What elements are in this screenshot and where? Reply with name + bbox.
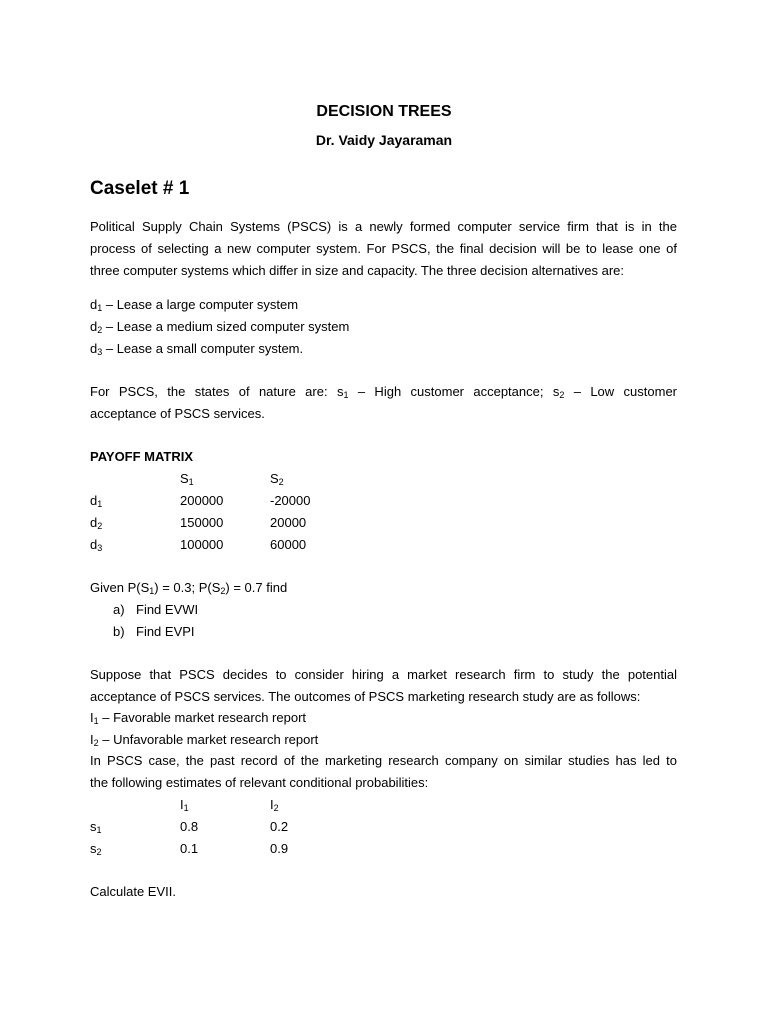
author-name: Dr. Vaidy Jayaraman — [315, 132, 453, 148]
alternative-d3: $d_3$ – Lease a small computer system. — [90, 341, 304, 357]
intro-line-1: Political Supply Chain Systems (PSCS) is a newly formed computer service firm that is in the — [90, 219, 677, 234]
payoff-heading: PAYOFF MATRIX — [90, 449, 194, 464]
given-probabilities: Given $P(S_1) = 0.3$; $P(S_2) = 0.7$ find — [90, 580, 288, 596]
payoff-col-s2: $S_2$ — [270, 471, 284, 487]
payoff-cell: 200000 — [180, 493, 224, 508]
research-line-4: the following estimates of relevant conditional probabilities: — [90, 775, 429, 790]
payoff-cell: -20000 — [270, 493, 311, 508]
cond-cell: 0.8 — [180, 819, 199, 834]
research-line-3: In PSCS case, the past record of the marketing research company on similar studies has led to — [90, 753, 677, 768]
payoff-row-d3: $d_3$ 100000 60000 — [90, 537, 307, 553]
payoff-col-s1: $S_1$ — [180, 471, 194, 487]
states-line-1: For PSCS, the states of nature are: $s_1$ – High customer acceptance; $s_2$ – Low customer — [90, 384, 678, 400]
outcome-i1: $I_1$ – Favorable market research report — [90, 710, 307, 726]
research-line-2: acceptance of PSCS services. The outcomes of PSCS marketing research study are as follows: — [90, 689, 641, 704]
cond-cell: 0.9 — [270, 841, 289, 856]
alternative-d2: $d_2$ – Lease a medium sized computer system — [90, 319, 350, 335]
states-line-2: acceptance of PSCS services. — [90, 406, 265, 421]
payoff-row-d2: $d_2$ 150000 20000 — [90, 515, 307, 531]
intro-line-2: process of selecting a new computer system. For PSCS, the final decision will be to lease one of — [90, 241, 677, 256]
task-b: b) Find EVPI — [113, 624, 195, 639]
payoff-cell: 20000 — [270, 515, 307, 530]
cond-cell: 0.1 — [180, 841, 199, 856]
cond-col-i2: $I_2$ — [270, 797, 279, 813]
cond-cell: 0.2 — [270, 819, 289, 834]
payoff-cell: 150000 — [180, 515, 224, 530]
caselet-heading: Caselet # 1 — [90, 178, 190, 199]
cond-header-row — [0, 797, 768, 813]
payoff-cell: 100000 — [180, 537, 224, 552]
final-task: Calculate EVII. — [90, 884, 176, 899]
payoff-header-row — [0, 471, 768, 487]
research-line-1: Suppose that PSCS decides to consider hiring a market research firm to study the potential — [90, 667, 677, 682]
cond-col-i1: $I_1$ — [180, 797, 189, 813]
outcome-i2: $I_2$ – Unfavorable market research report — [90, 732, 319, 748]
cond-row-s2: $s_2$ 0.1 0.9 — [90, 841, 289, 857]
task-a: a) Find EVWI — [113, 602, 199, 617]
payoff-row-d1: $d_1$ 200000 -20000 — [90, 493, 311, 509]
cond-row-s1: $s_1$ 0.8 0.2 — [90, 819, 289, 835]
document-title: DECISION TREES — [316, 103, 452, 120]
alternative-d1: $d_1$ – Lease a large computer system — [90, 297, 299, 313]
payoff-cell: 60000 — [270, 537, 307, 552]
intro-line-3: three computer systems which differ in size and capacity. The three decision alternatives are: — [90, 263, 624, 278]
